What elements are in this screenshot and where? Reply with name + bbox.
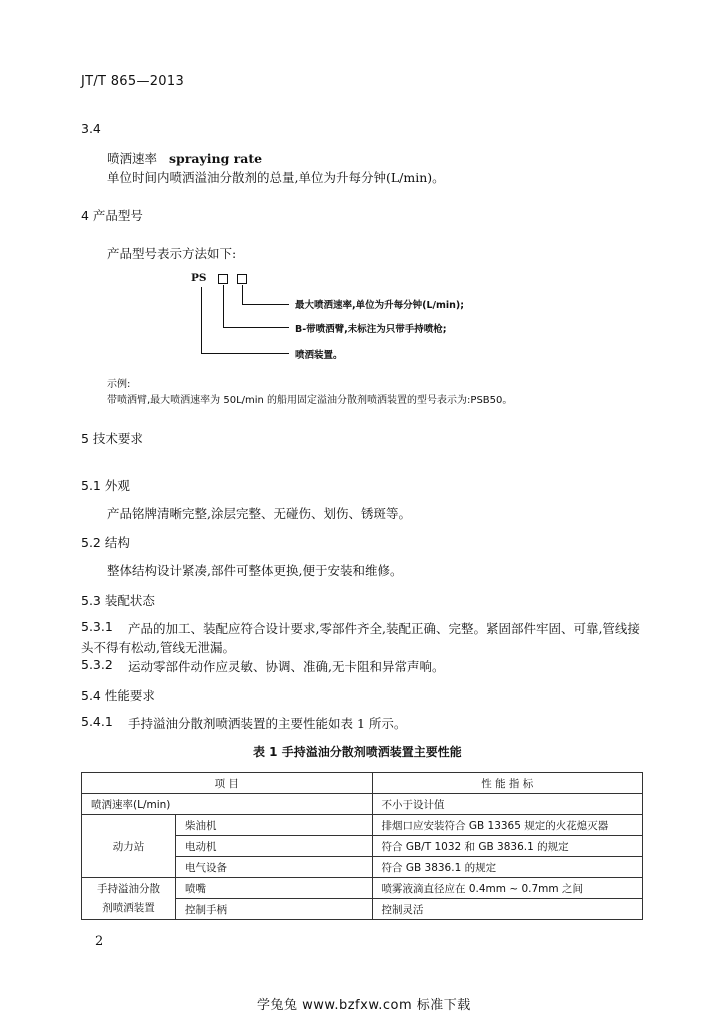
- table-header-row: [82, 773, 643, 794]
- section-5-3-1-num: 5.3.1: [81, 619, 113, 634]
- section-5-3-2-num: 5.3.2: [81, 657, 113, 672]
- leader-rate-v: [242, 285, 243, 305]
- header-item: 项 目: [82, 773, 373, 794]
- section-5-1-heading: 5.1 外观: [81, 478, 130, 493]
- section-5-4-1-num: 5.4.1: [81, 714, 113, 729]
- label-device: 喷洒装置。: [295, 350, 343, 361]
- leader-device-h: [201, 353, 289, 354]
- row-electric-label: 电气设备: [176, 857, 373, 878]
- performance-table: [81, 772, 643, 920]
- section-5-2-text: 整体结构设计紧凑,部件可整体更换,便于安装和维修。: [107, 563, 403, 578]
- row-rate-value: 不小于设计值: [372, 794, 643, 815]
- section-5-3-heading: 5.3 装配状态: [81, 593, 155, 608]
- group-spray-device: [82, 878, 176, 920]
- footer-watermark: 学兔兔 www.bzfxw.com 标准下载: [257, 998, 471, 1013]
- table-caption: 表 1 手持溢油分散剂喷洒装置主要性能: [253, 745, 462, 759]
- group-spray-device-line1: 手持溢油分散: [97, 882, 160, 895]
- row-diesel-label: 柴油机: [176, 815, 373, 836]
- model-box-rate: [237, 274, 247, 284]
- leader-arm-h: [223, 327, 289, 328]
- term-zh: 喷洒速率: [107, 151, 158, 166]
- row-electric-value: 符合 GB 3836.1 的规定: [372, 857, 643, 878]
- page-number: 2: [95, 934, 104, 949]
- table-row: [82, 878, 643, 899]
- section-5-1-text: 产品铭牌清晰完整,涂层完整、无碰伤、划伤、锈斑等。: [107, 506, 411, 521]
- section-5-4-heading: 5.4 性能要求: [81, 688, 155, 703]
- standard-code: JT/T 865—2013: [81, 74, 185, 89]
- row-diesel-value: 排烟口应安装符合 GB 13365 规定的火花熄灭器: [372, 815, 643, 836]
- example-text: 带喷洒臂,最大喷洒速率为 50L/min 的船用固定溢油分散剂喷洒装置的型号表示为:PSB50。: [107, 395, 513, 406]
- section-3-4-number: 3.4: [81, 121, 101, 136]
- row-handle-label: 控制手柄: [176, 899, 373, 920]
- term-en: spraying rate: [169, 151, 263, 166]
- model-box-arm: [218, 274, 228, 284]
- group-spray-device-line2: 剂喷洒装置: [102, 901, 155, 914]
- model-code: PS: [191, 272, 207, 284]
- row-handle-value: 控制灵活: [372, 899, 643, 920]
- row-motor-label: 电动机: [176, 836, 373, 857]
- label-arm: B-带喷洒臂,未标注为只带手持喷枪;: [295, 324, 447, 335]
- section-5-heading: 5 技术要求: [81, 431, 143, 446]
- group-power-station: 动力站: [82, 815, 176, 878]
- row-nozzle-label: 喷嘴: [176, 878, 373, 899]
- section-5-2-heading: 5.2 结构: [81, 535, 130, 550]
- leader-device-v: [201, 287, 202, 354]
- section-5-3-1-line1: 产品的加工、装配应符合设计要求,零部件齐全,装配正确、完整。紧固部件牢固、可靠,管线接: [128, 621, 640, 636]
- table-row: [82, 794, 643, 815]
- section-5-4-1-text: 手持溢油分散剂喷洒装置的主要性能如表 1 所示。: [128, 716, 407, 731]
- section-5-3-2-text: 运动零部件动作应灵敏、协调、准确,无卡阻和异常声响。: [128, 659, 445, 674]
- section-4-heading: 4 产品型号: [81, 208, 143, 223]
- leader-rate-h: [242, 304, 289, 305]
- section-5-3-1-line2: 头不得有松动,管线无泄漏。: [81, 640, 235, 655]
- term-definition: 单位时间内喷洒溢油分散剂的总量,单位为升每分钟(L/min)。: [107, 170, 445, 185]
- leader-arm-v: [223, 285, 224, 328]
- row-motor-value: 符合 GB/T 1032 和 GB 3836.1 的规定: [372, 836, 643, 857]
- example-title: 示例:: [107, 379, 131, 390]
- label-rate: 最大喷洒速率,单位为升每分钟(L/min);: [295, 300, 465, 311]
- model-intro: 产品型号表示方法如下:: [107, 246, 237, 261]
- header-performance: 性 能 指 标: [372, 773, 643, 794]
- row-nozzle-value: 喷雾液滴直径应在 0.4mm ~ 0.7mm 之间: [372, 878, 643, 899]
- term-title: [107, 149, 262, 167]
- table-row: [82, 815, 643, 836]
- row-rate-label: 喷洒速率(L/min): [82, 794, 373, 815]
